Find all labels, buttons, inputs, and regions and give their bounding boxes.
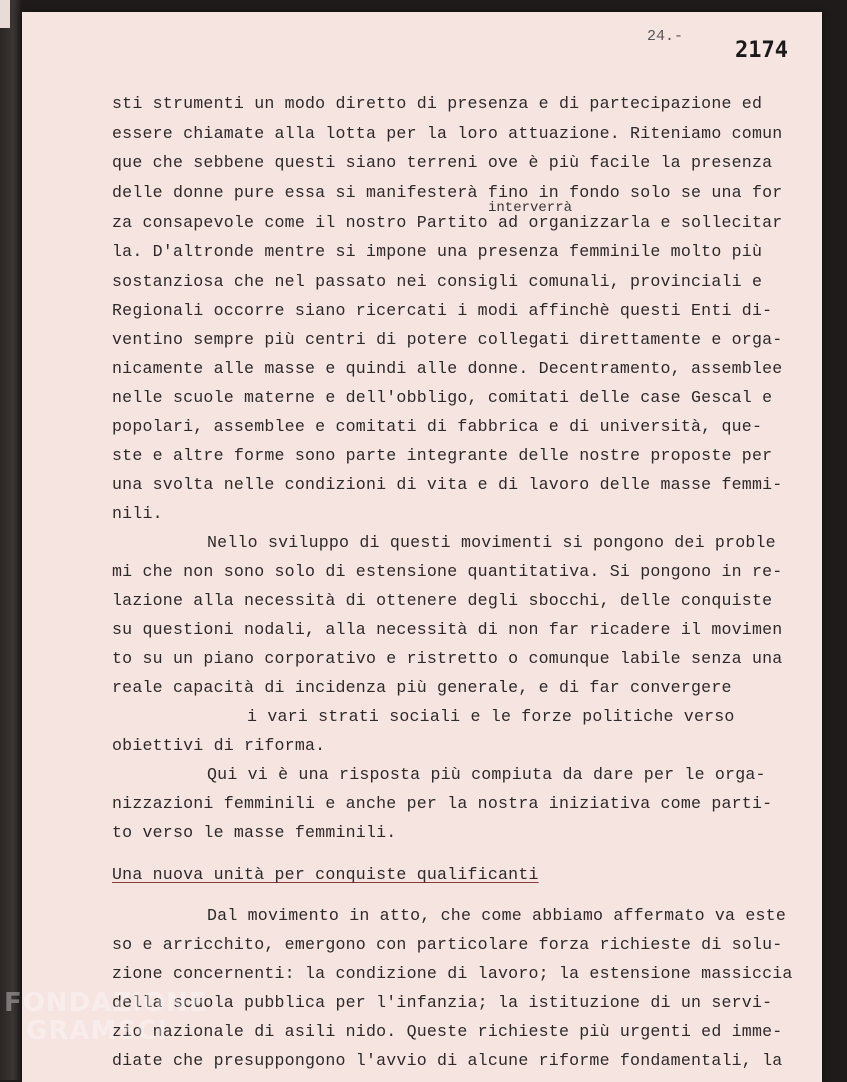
text-line: ventino sempre più centri di potere collegati direttamente e orga- (112, 330, 783, 349)
text-line: diate che presuppongono l'avvio di alcune riforme fondamentali, la (112, 1051, 783, 1070)
text-line: Regionali occorre siano ricercati i modi affinchè questi Enti di- (112, 301, 773, 320)
section-heading: Una nuova unità per conquiste qualificanti (112, 865, 539, 884)
paragraph-first-line: Dal movimento in atto, che come abbiamo affermato va este (207, 906, 786, 925)
text-line: to verso le masse femminili. (112, 823, 397, 842)
text-line: essere chiamate alla lotta per la loro attuazione. Riteniamo comun (112, 124, 783, 143)
fondazione-gramsci-watermark (4, 988, 208, 1068)
paragraph-first-line: Nello sviluppo di questi movimenti si pongono dei proble (207, 533, 776, 552)
watermark-line-1: FONDAZIONE (4, 988, 208, 1018)
text-line: nelle scuole materne e dell'obbligo, comitati delle case Gescal e (112, 388, 773, 407)
text-line: mi che non sono solo di estensione quantitativa. Si pongono in re- (112, 562, 783, 581)
text-line: reale capacità di incidenza più generale, e di far convergere (112, 678, 732, 697)
text-line: popolari, assemblee e comitati di fabbrica e di università, que- (112, 417, 763, 436)
binder-tab (0, 0, 10, 28)
handwritten-insertion: interverrà (488, 200, 573, 216)
binder-edge (0, 0, 22, 1080)
text-line: una svolta nelle condizioni di vita e di lavoro delle masse femmi- (112, 475, 783, 494)
page-number: 24.- (647, 28, 684, 45)
text-line: delle donne pure essa si manifesterà fino in fondo solo se una for (112, 183, 783, 202)
text-line: sti strumenti un modo diretto di presenza e di partecipazione ed (112, 94, 763, 113)
text-line: sostanziosa che nel passato nei consigli comunali, provinciali e (112, 272, 763, 291)
text-line: della scuola pubblica per l'infanzia; la istituzione di un servi- (112, 993, 773, 1012)
text-line: su questioni nodali, alla necessità di non far ricadere il movimen (112, 620, 783, 639)
text-line: za consapevole come il nostro Partito ad organizzarla e sollecitar (112, 213, 783, 232)
watermark-line-2: GRAMSCI (26, 1016, 168, 1046)
text-line: obiettivi di riforma. (112, 736, 326, 755)
text-line: que che sebbene questi siano terreni ove è più facile la presenza (112, 153, 773, 172)
text-line: i vari strati sociali e le forze politiche verso (247, 707, 735, 726)
text-line: to su un piano corporativo e ristretto o comunque labile senza una (112, 649, 783, 668)
text-line: nizzazioni femminili e anche per la nostra iniziativa come parti- (112, 794, 773, 813)
archive-number: 2174 (735, 38, 788, 63)
paragraph-first-line: Qui vi è una risposta più compiuta da dare per le orga- (207, 765, 766, 784)
text-line: zio nazionale di asili nido. Queste richieste più urgenti ed imme- (112, 1022, 783, 1041)
document-page (22, 12, 822, 1082)
text-line: la. D'altronde mentre si impone una presenza femminile molto più (112, 242, 763, 261)
text-line: ste e altre forme sono parte integrante delle nostre proposte per (112, 446, 773, 465)
text-line: nicamente alle masse e quindi alle donne. Decentramento, assemblee (112, 359, 783, 378)
text-line: so e arricchito, emergono con particolare forza richieste di solu- (112, 935, 783, 954)
text-line: nili. (112, 504, 163, 523)
text-line: lazione alla necessità di ottenere degli sbocchi, delle conquiste (112, 591, 773, 610)
text-line: zione concernenti: la condizione di lavoro; la estensione massiccia (112, 964, 793, 983)
